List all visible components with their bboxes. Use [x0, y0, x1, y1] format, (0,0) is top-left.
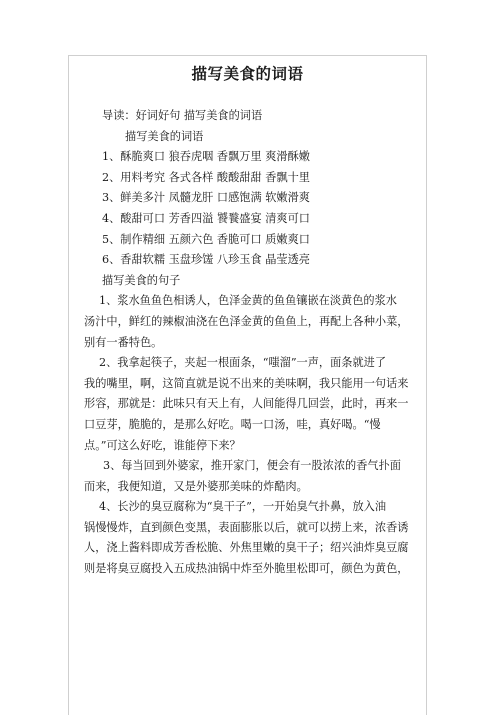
paragraph-3 — [84, 456, 414, 497]
word-list-item: 3、鲜美多汁 凤髓龙肝 口感饱满 软嫩滑爽 — [102, 191, 310, 205]
document-body — [84, 106, 414, 580]
words-heading: 描写美食的词语 — [125, 129, 204, 143]
word-list-item: 5、制作精细 五颜六色 香脆可口 质嫩爽口 — [102, 232, 310, 246]
paragraph-2 — [84, 353, 414, 456]
paragraph-line: 别有一番特色。 — [84, 335, 163, 349]
paragraph-4 — [84, 497, 414, 579]
page-title: 描写美食的词语 — [191, 65, 304, 83]
paragraph-line: 人，浇上酱料即成芳香松脆、外焦里嫩的臭干子；绍兴油炸臭豆腐 — [84, 541, 409, 555]
paragraph-line: 则是将臭豆腐投入五成热油锅中炸至外脆里松即可，颜色为黄色， — [84, 562, 409, 576]
word-list-item: 6、香甜软糯 玉盘珍馐 八珍玉食 晶莹透亮 — [102, 253, 310, 267]
paragraph-line: 2、我拿起筷子，夹起一根面条，“嗤溜”一声，面条就进了 — [99, 356, 387, 370]
paragraph-line: 点。”可这么好吃，谁能停下来？ — [84, 438, 241, 452]
paragraph-line: 4、长沙的臭豆腐称为“臭干子”，一开始臭气扑鼻，放入油 — [99, 500, 387, 514]
paragraph-line: 形容，那就是：此味只有天上有，人间能得几回尝，此时，再来一 — [84, 397, 409, 411]
paragraph-1 — [84, 291, 414, 353]
paragraph-line: 口豆芽，脆脆的，是那么好吃。喝一口汤，哇，真好喝。“慢 — [84, 417, 381, 431]
word-list-item: 2、用料考究 各式各样 酸酸甜甜 香飘十里 — [102, 170, 310, 184]
guide-text: 导读：好词好句 描写美食的词语 — [102, 109, 263, 122]
paragraph-line: 1、浆水鱼鱼色相诱人，色泽金黄的鱼鱼镶嵌在淡黄色的浆水 — [99, 294, 397, 308]
word-list-item: 4、酸甜可口 芳香四溢 饕餮盛宴 清爽可口 — [102, 211, 310, 225]
paragraph-line: 3、每当回到外婆家，推开家门，便会有一股浓浓的香气扑面 — [103, 459, 401, 473]
paragraph-line: 我的嘴里，啊，这简直就是说不出来的美味啊，我只能用一句话来 — [84, 376, 409, 390]
paragraph-line: 汤汁中，鲜红的辣椒油浇在色泽金黄的鱼鱼上，再配上各种小菜， — [84, 314, 409, 328]
paragraph-line: 锅慢慢炸，直到颜色变黑，表面膨胀以后，就可以捞上来，浓香诱 — [84, 520, 409, 534]
sentences-heading: 描写美食的句子 — [102, 273, 181, 287]
paragraph-line: 而来，我便知道，又是外婆那美味的炸酷肉。 — [84, 479, 308, 493]
word-list-item: 1、酥脆爽口 狼吞虎咽 香飘万里 爽滑酥嫩 — [102, 150, 310, 164]
